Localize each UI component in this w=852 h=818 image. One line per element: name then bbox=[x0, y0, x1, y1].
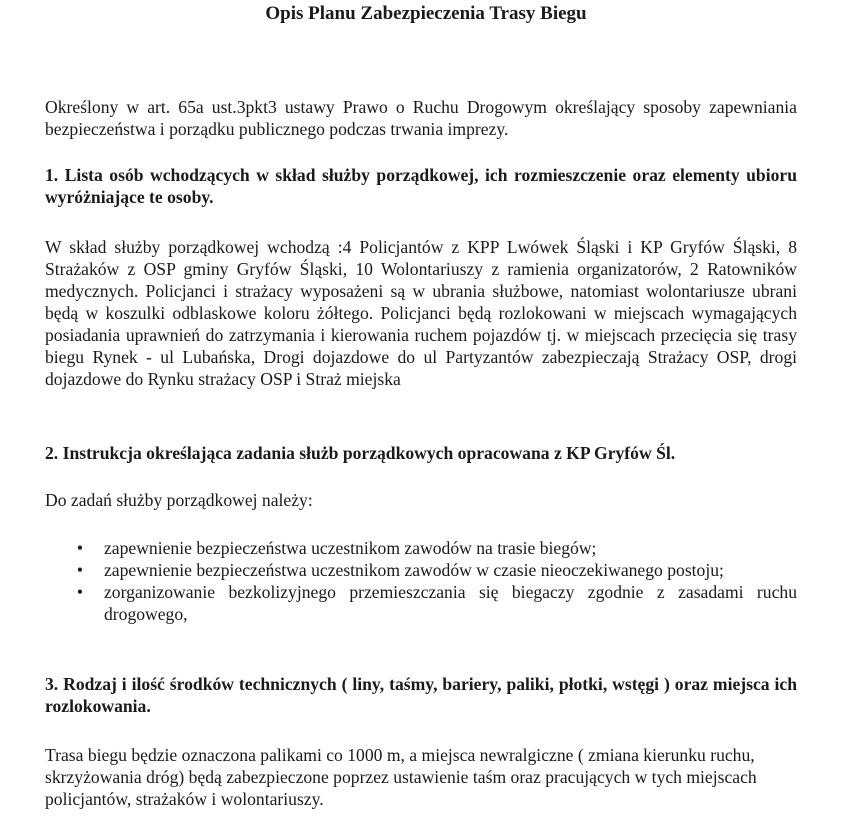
document-title: Opis Planu Zabezpieczenia Trasy Biegu bbox=[265, 3, 587, 24]
list-item bbox=[45, 537, 797, 559]
bullet-icon: • bbox=[76, 538, 84, 558]
intro-paragraph: Określony w art. 65a ust.3pkt3 ustawy Prawo o Ruchu Drogowym określający sposoby zapewniania bezpieczeństwa i porządku publicznego podczas trwania imprezy. bbox=[45, 97, 797, 139]
list-item bbox=[45, 559, 797, 581]
section-2-heading: 2. Instrukcja określająca zadania służb porządkowych opracowana z KP Gryfów Śl. bbox=[45, 443, 676, 463]
duties-list bbox=[45, 537, 797, 625]
section-2-intro: Do zadań służby porządkowej należy: bbox=[45, 490, 313, 510]
list-item-text: zapewnienie bezpieczeństwa uczestnikom zawodów w czasie nieoczekiwanego postoju; bbox=[104, 560, 724, 580]
bullet-icon: • bbox=[76, 560, 84, 580]
bullet-icon: • bbox=[76, 582, 84, 602]
list-item-text: zorganizowanie bezkolizyjnego przemieszczania się biegaczy zgodnie z zasadami ruchu drogowego, bbox=[104, 582, 797, 624]
section-3-heading: 3. Rodzaj i ilość środków technicznych ( liny, taśmy, bariery, paliki, płotki, wstęgi ) oraz miejsca ich rozlokowania. bbox=[45, 674, 797, 716]
section-1-body: W skład służby porządkowej wchodzą :4 Policjantów z KPP Lwówek Śląski i KP Gryfów Śląski, 8 Strażaków z OSP gminy Gryfów Śląski, 10 Wolontariuszy z ramienia organizatorów, 2 Ratowników medycznych. Policjanci i strażacy wyposażeni są w ubrania służbowe, natomiast wolontariusze ubrani będą w koszulki odblaskowe koloru żółtego. Policjanci będą rozlokowani w miejscach wymagających posiadania uprawnień do zatrzymania i kierowania ruchem pojazdów tj. w miejscach przecięcia się trasy biegu Rynek - ul Lubańska, Drogi dojazdowe do ul Partyzantów zabezpieczają Strażacy OSP, drogi dojazdowe do Rynku strażacy OSP i Straż miejska bbox=[45, 237, 797, 389]
list-item-text: zapewnienie bezpieczeństwa uczestnikom zawodów na trasie biegów; bbox=[104, 538, 597, 558]
section-3-body: Trasa biegu będzie oznaczona palikami co 1000 m, a miejsca newralgiczne ( zmiana kierunku ruchu, skrzyżowania dróg) będą zabezpieczone poprzez ustawienie taśm oraz pracujących w tych miejscach policjantów, strażaków i wolontariuszy. bbox=[45, 745, 757, 809]
list-item bbox=[45, 581, 797, 625]
section-1-heading: 1. Lista osób wchodzących w skład służby porządkowej, ich rozmieszczenie oraz elementy ubioru wyróżniające te osoby. bbox=[45, 165, 797, 207]
